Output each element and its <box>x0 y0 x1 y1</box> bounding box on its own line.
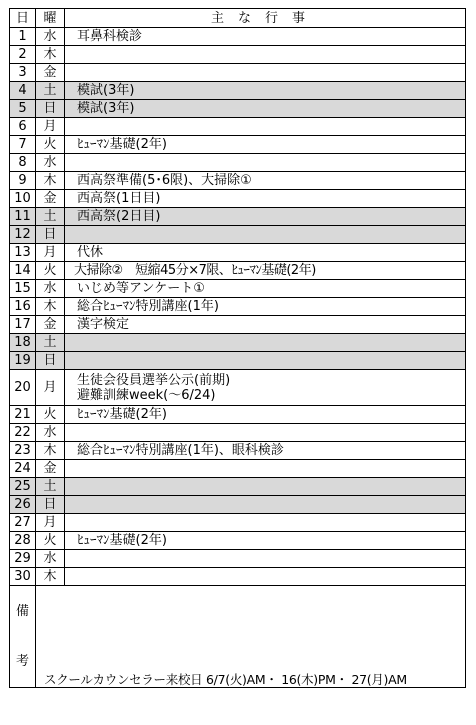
event-cell <box>65 64 466 82</box>
table-row <box>10 28 466 46</box>
event-cell <box>65 568 466 586</box>
weekday-cell: 月 <box>36 370 65 406</box>
day-cell: 25 <box>10 478 36 496</box>
schedule-body <box>10 9 466 688</box>
event-text: 西高祭準備(5･6限)、大掃除① <box>77 173 252 188</box>
table-row <box>10 496 466 514</box>
weekday-cell: 月 <box>36 514 65 532</box>
event-cell <box>65 424 466 442</box>
weekday-cell: 土 <box>36 478 65 496</box>
event-text: 総合ﾋｭｰﾏﾝ特別講座(1年) <box>77 299 219 314</box>
table-row <box>10 64 466 82</box>
event-text: ﾋｭｰﾏﾝ基礎(2年) <box>77 137 167 152</box>
table-row <box>10 172 466 190</box>
event-text: 漢字検定 <box>77 317 130 332</box>
day-cell: 22 <box>10 424 36 442</box>
weekday-cell: 木 <box>36 298 65 316</box>
event-text: 大掃除② 短縮45分×7限、ﾋｭｰﾏﾝ基礎(2年) <box>74 263 316 278</box>
event-cell <box>65 190 466 208</box>
event-text: 模試(3年) <box>77 101 135 116</box>
event-text: いじめ等アンケート① <box>77 281 205 296</box>
event-cell <box>65 100 466 118</box>
weekday-cell: 土 <box>36 334 65 352</box>
weekday-cell: 水 <box>36 280 65 298</box>
table-row <box>10 226 466 244</box>
weekday-cell: 水 <box>36 550 65 568</box>
event-cell <box>65 478 466 496</box>
weekday-cell: 水 <box>36 28 65 46</box>
event-cell <box>65 244 466 262</box>
table-row <box>10 550 466 568</box>
weekday-cell: 木 <box>36 46 65 64</box>
event-cell <box>65 496 466 514</box>
table-row <box>10 424 466 442</box>
event-cell <box>65 514 466 532</box>
notes-content <box>36 586 465 687</box>
day-cell: 30 <box>10 568 36 586</box>
table-row <box>10 370 466 406</box>
event-text: 避難訓練week(～6/24) <box>77 387 216 403</box>
weekday-cell: 日 <box>36 226 65 244</box>
day-cell: 5 <box>10 100 36 118</box>
event-text: ﾋｭｰﾏﾝ基礎(2年) <box>77 407 167 422</box>
day-cell: 21 <box>10 406 36 424</box>
notes-label-char: 備 <box>15 603 29 619</box>
event-cell <box>65 406 466 424</box>
weekday-cell: 木 <box>36 172 65 190</box>
weekday-cell: 日 <box>36 100 65 118</box>
notes-label-cell <box>10 586 36 688</box>
event-cell <box>65 334 466 352</box>
event-cell <box>65 298 466 316</box>
header-weekday: 曜 <box>36 9 65 28</box>
table-row <box>10 136 466 154</box>
weekday-cell: 火 <box>36 532 65 550</box>
event-cell <box>65 46 466 64</box>
table-row <box>10 514 466 532</box>
weekday-cell: 火 <box>36 406 65 424</box>
weekday-cell: 土 <box>36 82 65 100</box>
table-row <box>10 262 466 280</box>
weekday-cell: 金 <box>36 64 65 82</box>
day-cell: 13 <box>10 244 36 262</box>
day-cell: 20 <box>10 370 36 406</box>
day-cell: 23 <box>10 442 36 460</box>
event-cell <box>65 154 466 172</box>
day-cell: 29 <box>10 550 36 568</box>
event-text: 耳鼻科検診 <box>77 29 143 44</box>
table-row <box>10 244 466 262</box>
table-row <box>10 298 466 316</box>
event-cell <box>65 370 466 406</box>
table-row <box>10 154 466 172</box>
day-cell: 26 <box>10 496 36 514</box>
table-row <box>10 478 466 496</box>
day-cell: 6 <box>10 118 36 136</box>
event-cell <box>65 172 466 190</box>
weekday-cell: 土 <box>36 208 65 226</box>
weekday-cell: 水 <box>36 424 65 442</box>
day-cell: 1 <box>10 28 36 46</box>
table-row <box>10 82 466 100</box>
event-text: ﾋｭｰﾏﾝ基礎(2年) <box>77 533 167 548</box>
day-cell: 14 <box>10 262 36 280</box>
notes-row <box>10 586 466 688</box>
notes-label <box>10 586 35 687</box>
weekday-cell: 火 <box>36 262 65 280</box>
event-cell <box>65 226 466 244</box>
event-text: 西高祭(1日目) <box>77 191 161 206</box>
day-cell: 7 <box>10 136 36 154</box>
event-text: 西高祭(2日目) <box>77 209 161 224</box>
event-cell <box>65 532 466 550</box>
event-cell <box>65 208 466 226</box>
table-row <box>10 334 466 352</box>
day-cell: 8 <box>10 154 36 172</box>
event-text: 総合ﾋｭｰﾏﾝ特別講座(1年)、眼科検診 <box>77 443 284 458</box>
event-cell <box>65 262 466 280</box>
day-cell: 24 <box>10 460 36 478</box>
day-cell: 11 <box>10 208 36 226</box>
day-cell: 3 <box>10 64 36 82</box>
weekday-cell: 木 <box>36 442 65 460</box>
weekday-cell: 月 <box>36 118 65 136</box>
table-row <box>10 352 466 370</box>
notes-label-char: 考 <box>15 654 29 670</box>
table-row <box>10 532 466 550</box>
table-row <box>10 406 466 424</box>
table-row <box>10 568 466 586</box>
event-text: 生徒会役員選挙公示(前期) <box>77 372 231 388</box>
table-row <box>10 208 466 226</box>
event-text: 代休 <box>77 245 104 260</box>
day-cell: 2 <box>10 46 36 64</box>
weekday-cell: 火 <box>36 136 65 154</box>
event-cell <box>65 82 466 100</box>
event-cell <box>65 316 466 334</box>
header-day: 日 <box>10 9 36 28</box>
table-row <box>10 442 466 460</box>
day-cell: 16 <box>10 298 36 316</box>
table-row <box>10 460 466 478</box>
event-cell <box>65 352 466 370</box>
day-cell: 28 <box>10 532 36 550</box>
schedule-table <box>9 8 466 688</box>
weekday-cell: 金 <box>36 190 65 208</box>
day-cell: 15 <box>10 280 36 298</box>
header-events: 主な行事 <box>65 9 466 28</box>
event-cell <box>65 118 466 136</box>
day-cell: 4 <box>10 82 36 100</box>
weekday-cell: 金 <box>36 460 65 478</box>
weekday-cell: 月 <box>36 244 65 262</box>
header-row <box>10 9 466 28</box>
day-cell: 12 <box>10 226 36 244</box>
day-cell: 18 <box>10 334 36 352</box>
event-cell <box>65 460 466 478</box>
table-row <box>10 190 466 208</box>
event-cell <box>65 136 466 154</box>
notes-content-cell <box>36 586 466 688</box>
day-cell: 10 <box>10 190 36 208</box>
notes-text: スクールカウンセラー来校日 6/7(火)AM・ 16(木)PM・ 27(月)AM <box>44 672 407 687</box>
day-cell: 27 <box>10 514 36 532</box>
table-row <box>10 316 466 334</box>
weekday-cell: 日 <box>36 496 65 514</box>
day-cell: 19 <box>10 352 36 370</box>
weekday-cell: 木 <box>36 568 65 586</box>
table-row <box>10 46 466 64</box>
day-cell: 9 <box>10 172 36 190</box>
table-row <box>10 118 466 136</box>
event-cell <box>65 28 466 46</box>
event-cell <box>65 280 466 298</box>
weekday-cell: 水 <box>36 154 65 172</box>
table-row <box>10 100 466 118</box>
weekday-cell: 金 <box>36 316 65 334</box>
table-row <box>10 280 466 298</box>
weekday-cell: 日 <box>36 352 65 370</box>
event-text: 模試(3年) <box>77 83 135 98</box>
day-cell: 17 <box>10 316 36 334</box>
event-cell <box>65 442 466 460</box>
event-cell <box>65 550 466 568</box>
